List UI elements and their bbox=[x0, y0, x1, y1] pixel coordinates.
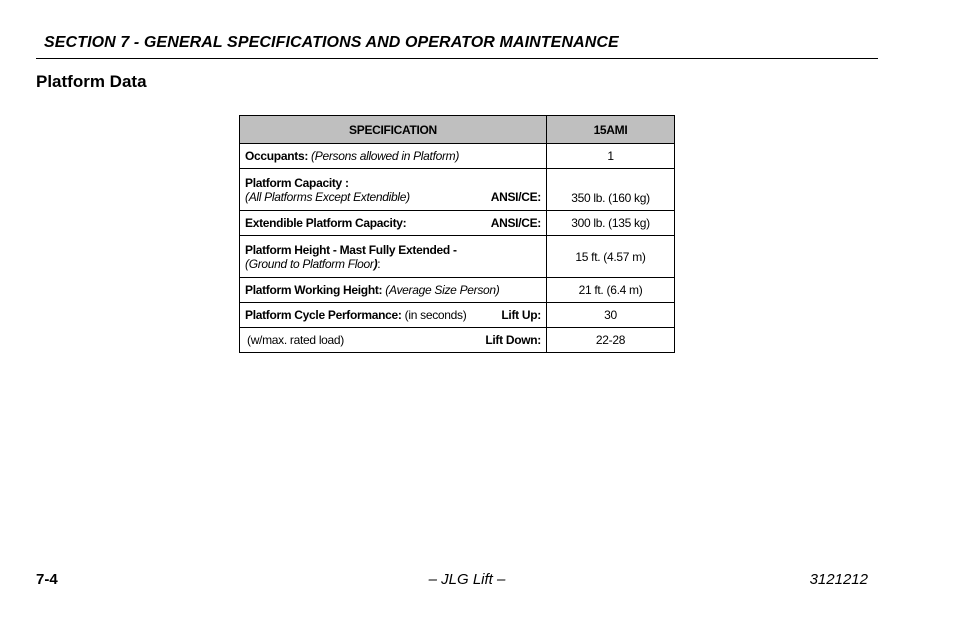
row-label-cycle-performance bbox=[240, 303, 547, 328]
row-value: 30 bbox=[547, 303, 675, 328]
label-bold: Platform Cycle Performance: bbox=[245, 308, 402, 322]
row-value: 22-28 bbox=[547, 328, 675, 353]
row-label-extendible-capacity bbox=[240, 211, 547, 236]
table-row bbox=[240, 169, 675, 211]
label-italic: (Persons allowed in Platform) bbox=[308, 149, 460, 163]
label-right: ANSI/CE: bbox=[490, 216, 541, 230]
label-italic: (Average Size Person) bbox=[382, 283, 500, 297]
row-label-working-height bbox=[240, 278, 547, 303]
table-row bbox=[240, 236, 675, 278]
section-title: SECTION 7 - GENERAL SPECIFICATIONS AND OPERATOR MAINTENANCE bbox=[44, 34, 619, 51]
label-plain: (in seconds) bbox=[401, 308, 467, 322]
row-value: 15 ft. (4.57 m) bbox=[547, 236, 675, 278]
row-label-occupants bbox=[240, 144, 547, 169]
table-row bbox=[240, 303, 675, 328]
table-row bbox=[240, 144, 675, 169]
label-close: ) bbox=[373, 256, 378, 271]
table-header-row bbox=[240, 116, 675, 144]
column-header-specification: SPECIFICATION bbox=[240, 116, 547, 144]
label-bold: Platform Height - Mast Fully Extended - bbox=[245, 242, 457, 257]
row-label-platform-height bbox=[240, 236, 547, 278]
table-row bbox=[240, 328, 675, 353]
row-value: 350 lb. (160 kg) bbox=[547, 169, 675, 211]
footer-page-number: 7-4 bbox=[36, 571, 58, 588]
row-value: 21 ft. (6.4 m) bbox=[547, 278, 675, 303]
footer-center-text: – JLG Lift – bbox=[428, 571, 506, 588]
footer-doc-number: 3121212 bbox=[809, 571, 868, 588]
label-bold: Occupants: bbox=[245, 149, 309, 163]
page-subheading: Platform Data bbox=[36, 72, 147, 91]
platform-data-table bbox=[239, 115, 675, 353]
label-plain: (w/max. rated load) bbox=[247, 333, 345, 347]
table-row bbox=[240, 278, 675, 303]
label-right: Lift Up: bbox=[501, 308, 541, 322]
label-bold: Platform Capacity : bbox=[245, 175, 349, 190]
table-row bbox=[240, 211, 675, 236]
row-label-lift-down bbox=[240, 328, 547, 353]
label-italic: (All Platforms Except Extendible) bbox=[245, 189, 410, 204]
label-right: Lift Down: bbox=[485, 333, 541, 347]
row-value: 300 lb. (135 kg) bbox=[547, 211, 675, 236]
header-rule bbox=[36, 58, 878, 59]
label-italic: (Ground to Platform Floor bbox=[245, 256, 374, 271]
row-value: 1 bbox=[547, 144, 675, 169]
row-label-platform-capacity bbox=[240, 169, 547, 211]
label-colon: : bbox=[377, 256, 381, 271]
label-right: ANSI/CE: bbox=[490, 189, 541, 204]
column-header-model: 15AMI bbox=[547, 116, 675, 144]
label-bold: Platform Working Height: bbox=[245, 283, 383, 297]
label-bold: Extendible Platform Capacity: bbox=[245, 216, 407, 230]
